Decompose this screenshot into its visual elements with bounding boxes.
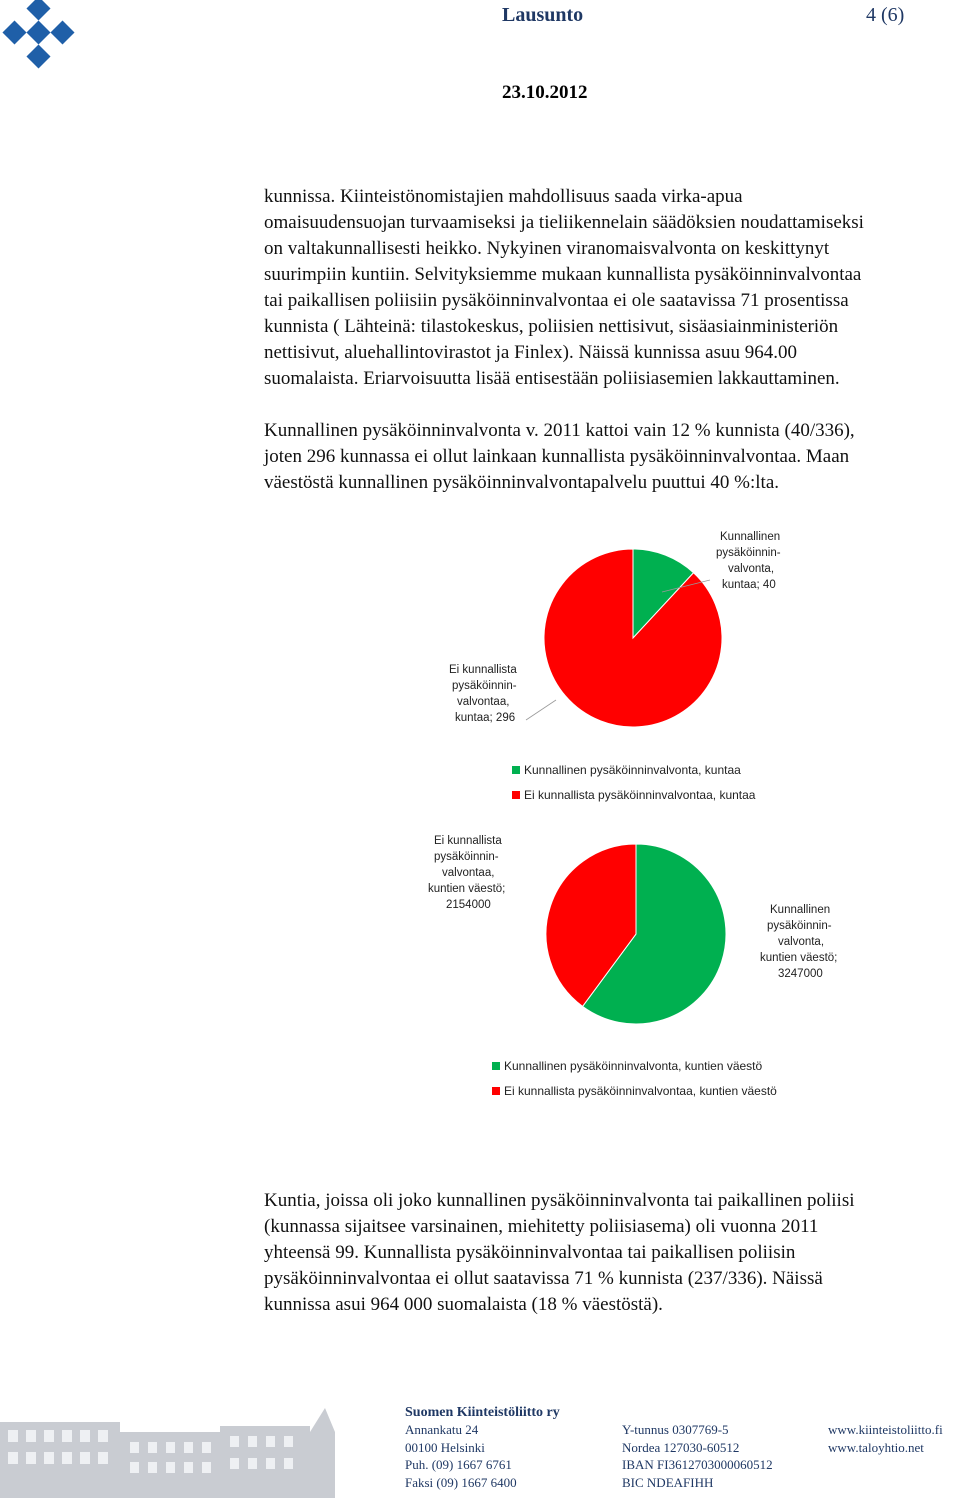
pie-slices [544,549,722,727]
footer-line: Y-tunnus 0307769-5 [622,1422,729,1437]
slice-label-green: Kunnallinen pysäköinnin- valvonta, kuntien väestö; 3247000 [760,904,838,980]
label-leader-line [526,700,556,720]
paragraph-3 [264,1188,960,1318]
text-line: kunnista ( Lähteinä: tilastokeskus, poliisien nettisivut, sisäasiainministeriön [264,316,839,337]
footer-link-kiinteistoliitto[interactable]: www.kiinteistoliitto.fi [828,1422,943,1437]
page-number: 4 (6) [866,4,905,26]
company-logo [0,0,84,84]
text-line: joten 296 kunnassa ei ollut lainkaan kunnallista pysäköinninvalvontaa. Maan [264,446,850,467]
slice-label-red: Ei kunnallista pysäköinnin- valvontaa, kuntaa; 296 [449,664,517,724]
legend-swatch-red [492,1087,500,1095]
text-line: väestöstä kunnallinen pysäköinninvalvontapalvelu puuttui 40 %:lta. [264,472,780,493]
text-line: tai paikallisen poliisiin pysäköinninvalvontaa ei ole saatavissa 71 prosentissa [264,290,849,311]
text-line: kunnissa. Kiinteistönomistajien mahdollisuus saada virka-apua [264,186,743,207]
text-line: kunnissa asui 964 000 suomalaista (18 % väestöstä). [264,1294,663,1315]
text-line: Kuntia, joissa oli joko kunnallinen pysäköinninvalvonta tai paikallinen poliisi [264,1190,855,1211]
footer-line: Nordea 127030-60512 [622,1439,740,1455]
footer-line: Annankatu 24 [405,1422,479,1437]
pie-slices [546,844,726,1024]
text-line: yhteensä 99. Kunnallista pysäköinninvalvontaa tai paikallisen poliisin [264,1242,796,1263]
text-line: Kunnallinen pysäköinninvalvonta v. 2011 kattoi vain 12 % kunnista (40/336), [264,420,855,441]
footer-link-taloyhtio[interactable]: www.taloyhtio.net [828,1439,924,1455]
paragraph-2 [264,418,960,496]
slice-label-green: Kunnallinen pysäköinnin- valvonta, kuntaa; 40 [716,531,781,591]
legend-label: Ei kunnallista pysäköinninvalvontaa, kuntaa [524,788,756,802]
footer-banking [622,1421,773,1491]
pie-chart-municipalities [420,520,820,810]
pie-slice-red [544,549,722,727]
legend-label: Kunnallinen pysäköinninvalvonta, kuntien väestö [504,1059,763,1073]
text-line: pysäköinninvalvontaa ei ollut saatavissa 71 % kunnista (237/336). Näissä [264,1268,823,1289]
legend-label: Kunnallinen pysäköinninvalvonta, kuntaa [524,763,741,777]
pie-chart-population [420,826,860,1106]
text-line: suurimpiin kuntiin. Selvityksiemme mukaan kunnallista pysäköinninvalvontaa [264,264,862,285]
text-line: (kunnassa sijaitsee varsinainen, miehitetty poliisiasema) oli vuonna 2011 [264,1216,819,1237]
footer-line: BIC NDEAFIHH [622,1474,714,1490]
legend-label: Ei kunnallista pysäköinninvalvontaa, kuntien väestö [504,1084,777,1098]
footer-websites [828,1421,943,1456]
footer-line: IBAN FI3612703000060512 [622,1457,773,1472]
document-title: Lausunto [502,4,584,26]
building-illustration [0,1402,340,1498]
footer-line: Puh. (09) 1667 6761 [405,1457,512,1472]
text-line: on valtakunnallisesti heikko. Nykyinen viranomaisvalvonta on keskittynyt [264,238,830,259]
legend-swatch-red [512,791,520,799]
footer-address [405,1421,517,1491]
text-line: omaisuudensuojan turvaamiseksi ja tieliikennelain säädöksien noudattamiseksi [264,212,864,233]
text-line: nettisivut, aluehallintovirastot ja Finlex). Näissä kunnissa asuu 964.00 [264,342,797,363]
footer-line: Faksi (09) 1667 6400 [405,1474,517,1490]
document-date: 23.10.2012 [502,82,588,103]
footer-organization: Suomen Kiinteistöliitto ry [405,1405,560,1420]
slice-label-red: Ei kunnallista pysäköinnin- valvontaa, kuntien väestö; 2154000 [428,835,506,911]
paragraph-1 [264,184,960,392]
text-line: suomalaista. Eriarvoisuutta lisää entisestään poliisiasemien lakkauttaminen. [264,368,840,389]
legend-swatch-green [512,766,520,774]
footer-line: 00100 Helsinki [405,1439,485,1455]
legend-swatch-green [492,1062,500,1070]
